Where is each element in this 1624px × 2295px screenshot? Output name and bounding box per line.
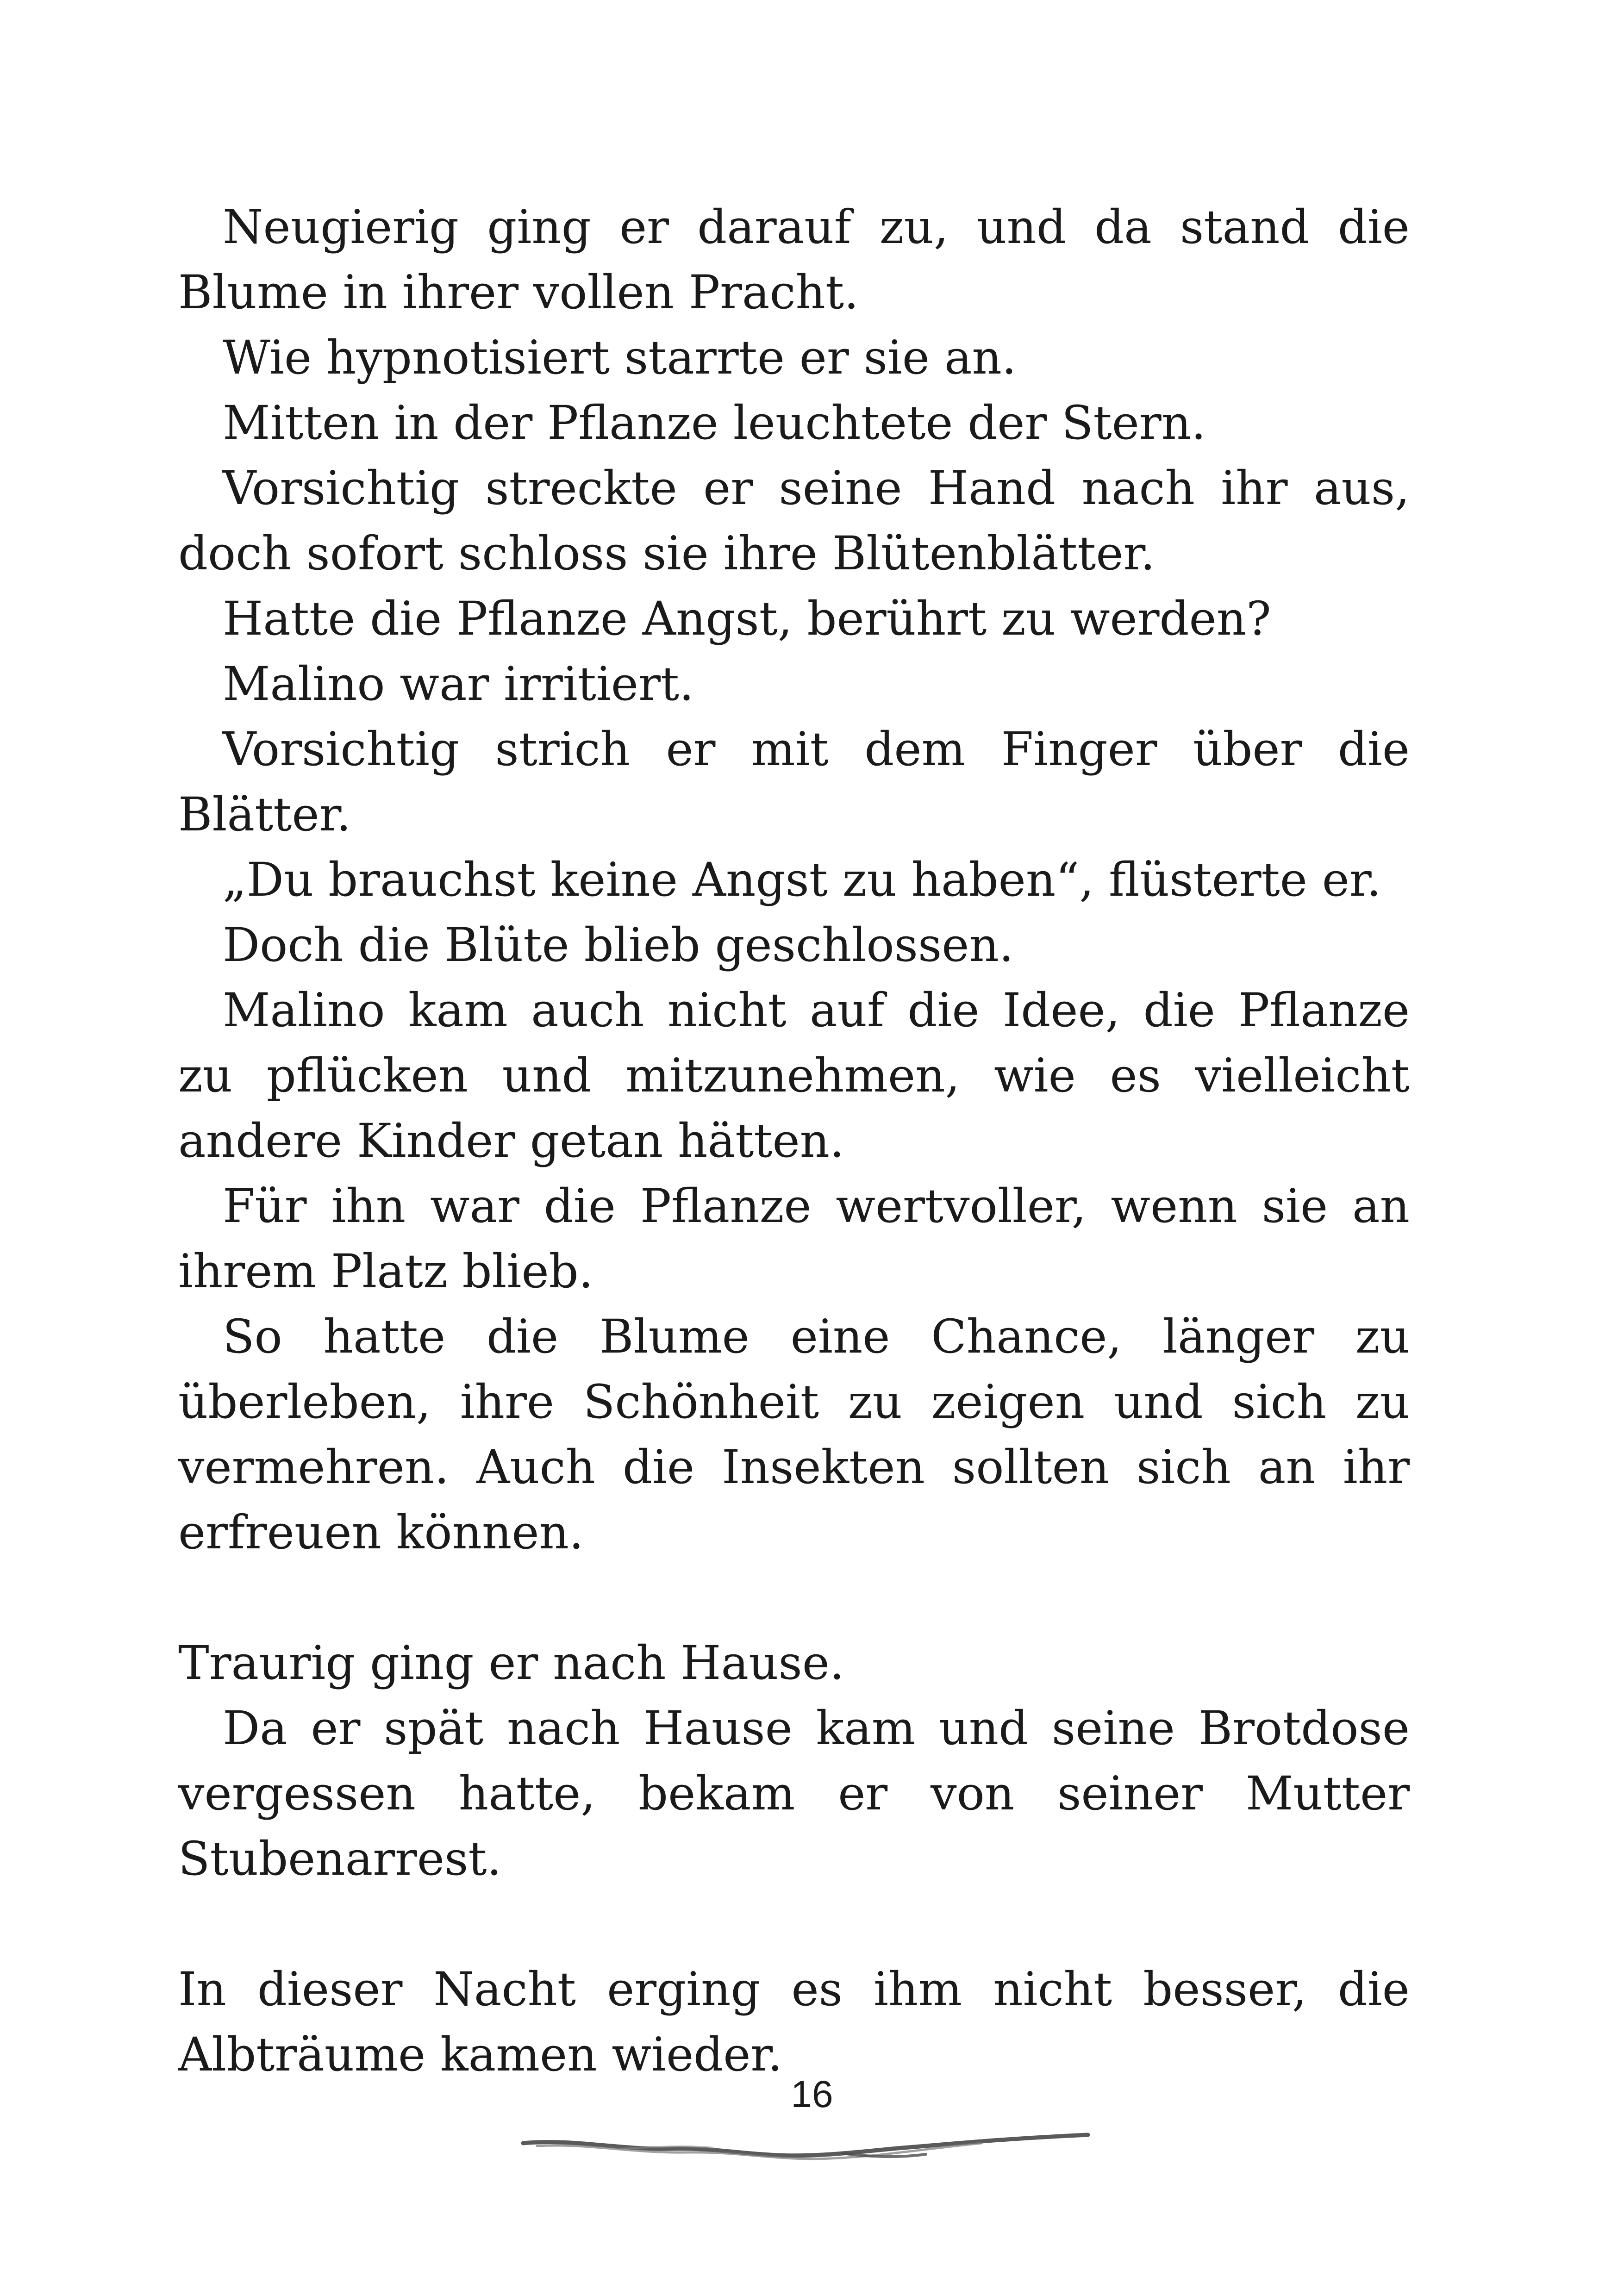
brush-stroke-divider-icon bbox=[518, 2125, 1093, 2166]
paragraph: Wie hypnotisiert starrte er sie an. bbox=[223, 331, 1017, 385]
page-text bbox=[178, 194, 1410, 2087]
paragraph: Traurig ging er nach Hause. bbox=[178, 1636, 844, 1690]
paragraph: Vorsichtig strich er mit dem Finger über die Blätter. bbox=[178, 722, 1410, 842]
paragraph: Hatte die Pflanze Angst, berührt zu werden? bbox=[223, 592, 1271, 646]
paragraph: In dieser Nacht erging es ihm nicht besser, die Albträume kamen wieder. bbox=[178, 1962, 1410, 2082]
paragraph: „Du brauchst keine Angst zu haben“, flüsterte er. bbox=[223, 853, 1381, 907]
paragraph: Mitten in der Pflanze leuchtete der Stern. bbox=[223, 396, 1206, 450]
paragraph: Für ihn war die Pflanze wertvoller, wenn sie an ihrem Platz blieb. bbox=[178, 1179, 1410, 1298]
paragraph: Doch die Blüte blieb geschlossen. bbox=[223, 918, 1014, 972]
page-number: 16 bbox=[791, 2073, 833, 2115]
paragraph: Malino kam auch nicht auf die Idee, die Pflanze zu pflücken und mitzunehmen, wie es vielleicht andere Kinder getan hätten. bbox=[178, 983, 1410, 1168]
paragraph: Vorsichtig streckte er seine Hand nach ihr aus, doch sofort schloss sie ihre Blütenblätter. bbox=[178, 461, 1410, 580]
paragraph: So hatte die Blume eine Chance, länger zu überleben, ihre Schönheit zu zeigen und sich zu vermehren. Auch die Insekten sollten sich an ihr erfreuen können. bbox=[178, 1310, 1410, 1559]
paragraph: Malino war irritiert. bbox=[223, 657, 694, 711]
paragraph: Da er spät nach Hause kam und seine Brotdose vergessen hatte, bekam er von seiner Mutter Stubenarrest. bbox=[178, 1701, 1410, 1886]
paragraph: Neugierig ging er darauf zu, und da stand die Blume in ihrer vollen Pracht. bbox=[178, 200, 1410, 319]
